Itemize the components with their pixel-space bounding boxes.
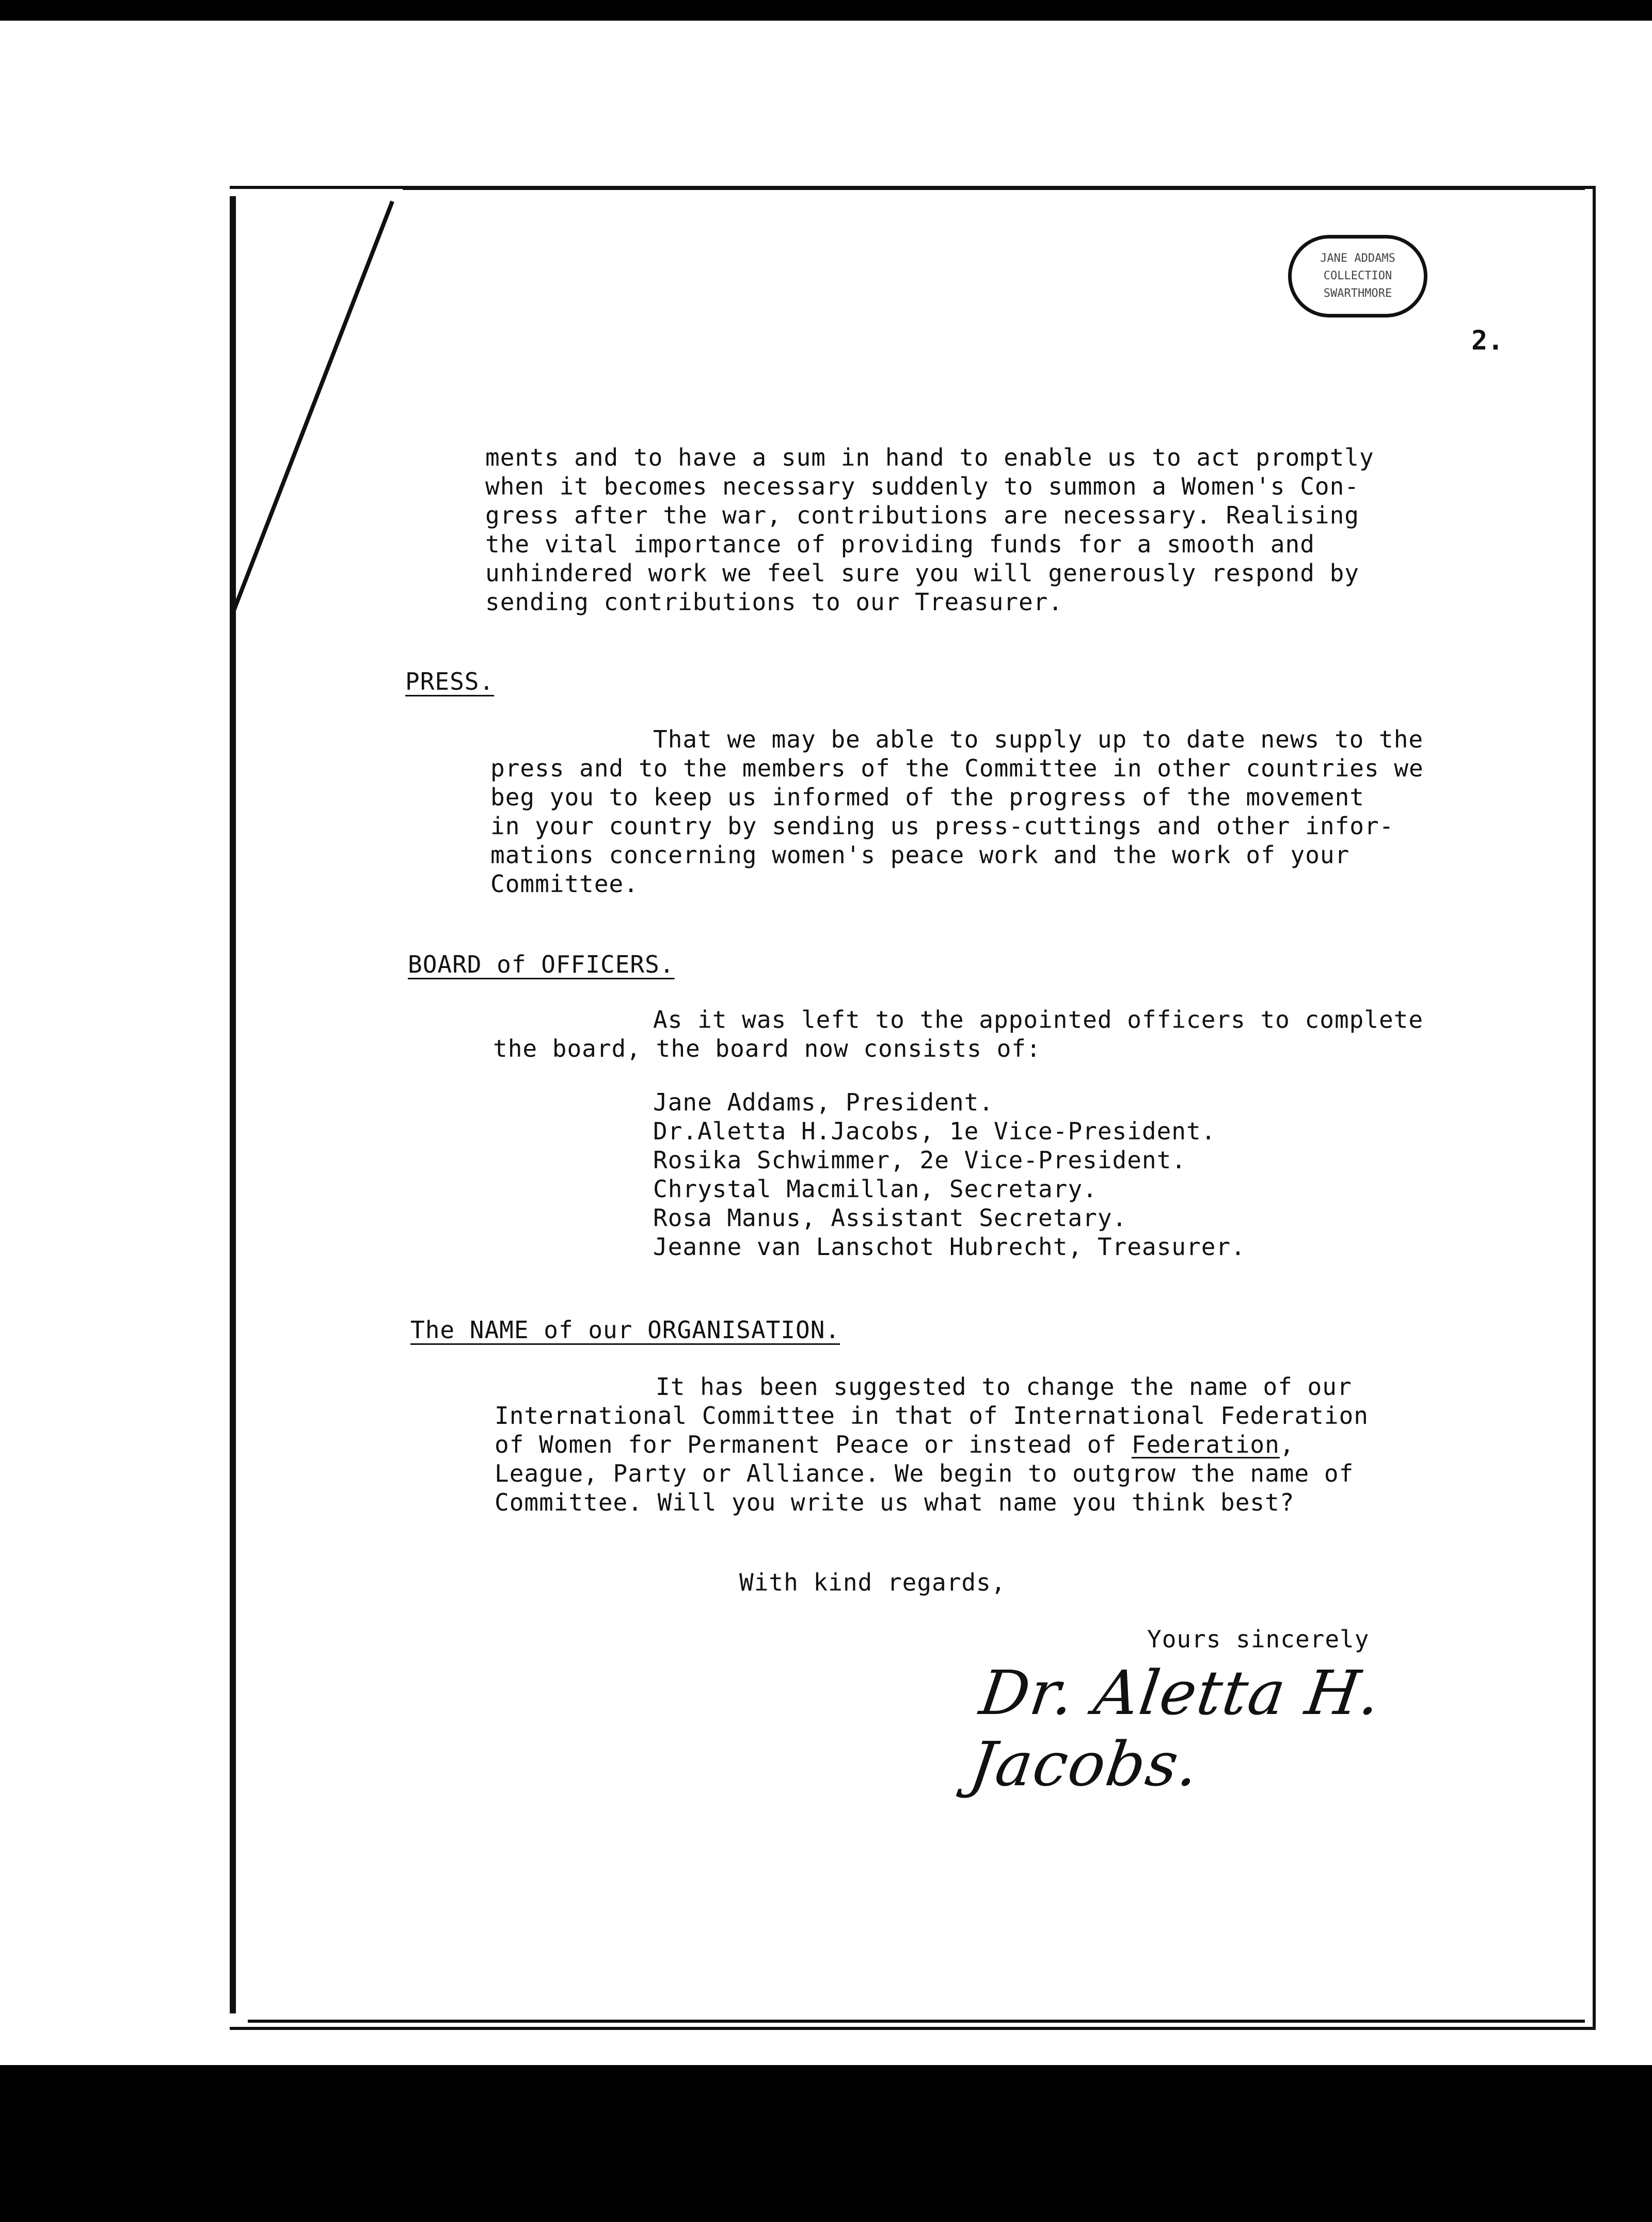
archive-stamp xyxy=(1288,235,1427,318)
press-line: That we may be able to supply up to date news to the xyxy=(653,725,1424,753)
closing-regards: With kind regards, xyxy=(739,1568,1006,1596)
name-line: Committee. Will you write us what name you think best? xyxy=(495,1488,1295,1516)
name-line-with-underline xyxy=(495,1430,1295,1459)
name-heading: The NAME of our ORGANISATION. xyxy=(410,1316,840,1344)
board-intro-line: As it was left to the appointed officers to complete xyxy=(653,1006,1424,1034)
stamp-line-1: JANE ADDAMS xyxy=(1320,252,1395,265)
board-member: Chrystal Macmillan, Secretary. xyxy=(653,1175,1098,1203)
page-number: 2. xyxy=(1471,325,1504,356)
paragraph-line: ments and to have a sum in hand to enable us to act promptly xyxy=(485,443,1374,471)
stamp-line-3: SWARTHMORE xyxy=(1323,287,1392,300)
federation-underlined: Federation xyxy=(1131,1431,1280,1458)
board-member: Rosika Schwimmer, 2e Vice-President. xyxy=(653,1146,1186,1174)
paragraph-line: unhindered work we feel sure you will generously respond by xyxy=(485,559,1359,587)
board-member: Jane Addams, President. xyxy=(653,1088,994,1116)
paragraph-line: gress after the war, contributions are necessary. Realising xyxy=(485,501,1359,529)
name-line: International Committee in that of International Federation xyxy=(495,1402,1369,1430)
stamp-line-2: COLLECTION xyxy=(1323,269,1392,282)
board-member: Dr.Aletta H.Jacobs, 1e Vice-President. xyxy=(653,1117,1216,1145)
press-line: mations concerning women's peace work and the work of your xyxy=(490,841,1350,869)
paragraph-line: sending contributions to our Treasurer. xyxy=(485,588,1063,616)
signature xyxy=(965,1657,1492,1800)
paragraph-line: when it becomes necessary suddenly to summon a Women's Con- xyxy=(485,472,1359,500)
press-line: in your country by sending us press-cuttings and other infor- xyxy=(490,812,1394,840)
name-line-text: of Women for Permanent Peace or instead of xyxy=(495,1431,1132,1458)
name-line: League, Party or Alliance. We begin to outgrow the name of xyxy=(495,1459,1354,1487)
board-member: Jeanne van Lanschot Hubrecht, Treasurer. xyxy=(653,1233,1246,1261)
paragraph-line: the vital importance of providing funds for a smooth and xyxy=(485,530,1315,558)
name-line: It has been suggested to change the name of our xyxy=(656,1373,1352,1401)
board-member: Rosa Manus, Assistant Secretary. xyxy=(653,1204,1127,1232)
press-line: press and to the members of the Committee in other countries we xyxy=(490,754,1424,782)
board-heading: BOARD of OFFICERS. xyxy=(408,950,675,978)
press-line: Committee. xyxy=(490,870,639,898)
closing-sincerely: Yours sincerely xyxy=(1147,1625,1370,1653)
name-line-comma: , xyxy=(1279,1431,1295,1458)
signature-text: Dr. Aletta H. Jacobs. xyxy=(965,1657,1386,1800)
press-line: beg you to keep us informed of the progress of the movement xyxy=(490,783,1364,811)
board-intro-line: the board, the board now consists of: xyxy=(493,1035,1041,1062)
press-heading: PRESS. xyxy=(405,668,495,695)
